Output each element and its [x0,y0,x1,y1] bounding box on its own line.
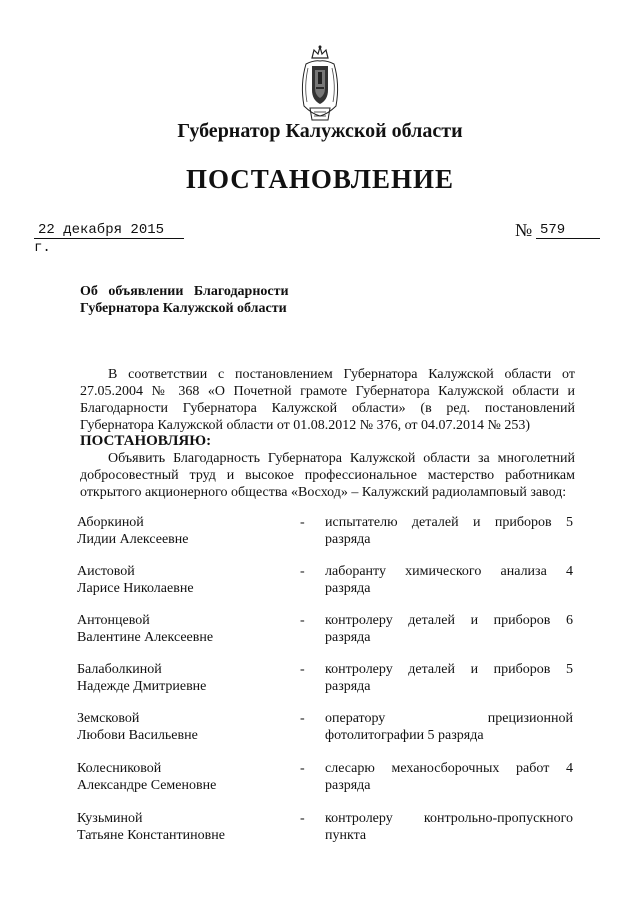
preamble-text: В соответствии с постановлением Губернатора Калужской области от 27.05.2004 № 368 «О Почетной грамоте Губернатора Калужской области и Благодарности Губернатора Калужской области» (в ред. постановлений Губернатора Калужской области от 01.08.2012 № 376, от 04.07.2014 № 253) [80,367,575,433]
awardee-position: контролеру деталей и приборов 6 разряда [325,613,573,645]
awardee-surname: Кузьминой [77,811,143,826]
awardee-surname: Земсковой [77,711,140,726]
subject-line: Об объявлении Благодарности [80,284,289,299]
issuing-authority: Губернатор Калужской области [177,120,463,142]
awardee-name [77,710,277,744]
awardee-given-names: Лидии Алексеевне [77,532,189,547]
awardee-position: контролеру контрольно-пропускного пункта [325,811,573,843]
awardee-position: оператору прецизионной фотолитографии 5 разряда [325,711,573,743]
awardee-given-names: Валентине Алексеевне [77,630,214,645]
awardee-surname: Аистовой [77,564,135,579]
awardee-surname: Колесниковой [77,761,162,776]
awardee-surname: Антонцевой [77,613,150,628]
subject-line: Губернатора Калужской области [80,301,287,316]
date-field [34,220,184,256]
awardee-position: лаборанту химического анализа 4 разряда [325,564,573,596]
announcement-paragraph: Объявить Благодарность Губернатора Калужской области за многолетний добросовестный труд и высокое профессиональное мастерство работникам открытого акционерного общества «Восход» – Калужский радиоламповый завод: [80,451,575,500]
awardee-given-names: Александре Семеновне [77,778,217,793]
separator-dash: - [300,662,305,677]
awardee-name [77,661,277,695]
awardee-position: испытателю деталей и приборов 5 разряда [325,515,573,547]
separator-dash: - [300,564,305,579]
number-label: № [515,220,533,240]
awardee-given-names: Татьяне Константиновне [77,828,225,843]
awardee-surname: Аборкиной [77,515,144,530]
awardee-given-names: Любови Васильевне [77,728,198,743]
separator-dash: - [300,761,305,776]
awardee-name [77,563,277,597]
separator-dash: - [300,811,305,826]
separator-dash: - [300,515,305,530]
awardee-surname: Балаболкиной [77,662,162,677]
awardee-position: контролеру деталей и приборов 5 разряда [325,662,573,694]
awardee-name [77,760,277,794]
document-number: 579 [540,222,566,238]
awardee-name [77,810,277,844]
number-field [536,220,600,239]
decree-keyword: ПОСТАНОВЛЯЮ: [80,433,212,449]
document-date: 22 декабря 2015 г. [34,222,165,256]
separator-dash: - [300,613,305,628]
preamble-paragraph [80,366,575,434]
document-subject [80,283,380,317]
coat-of-arms-icon [296,44,344,124]
awardee-given-names: Ларисе Николаевне [77,581,194,596]
awardee-name [77,514,277,548]
awardee-name [77,612,277,646]
awardee-given-names: Надежде Дмитриевне [77,679,207,694]
separator-dash: - [300,711,305,726]
awardee-position: слесарю механосборочных работ 4 разряда [325,761,573,793]
document-type-title: ПОСТАНОВЛЕНИЕ [185,164,455,194]
